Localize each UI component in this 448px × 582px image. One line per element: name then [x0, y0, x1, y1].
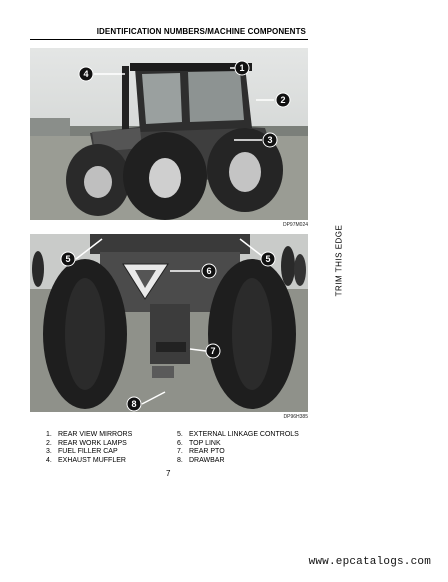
legend-item: 2. REAR WORK LAMPS: [46, 439, 127, 447]
trim-edge-label: TRIM THIS EDGE: [334, 224, 344, 296]
svg-text:7: 7: [210, 346, 216, 356]
svg-text:8: 8: [131, 399, 137, 409]
callout-3: [263, 133, 277, 147]
page-title: IDENTIFICATION NUMBERS/MACHINE COMPONENTS: [96, 27, 306, 36]
legend-item: 7. REAR PTO: [177, 448, 225, 455]
legend-item: 5. EXTERNAL LINKAGE CONTROLS: [177, 431, 299, 438]
legend-item: 6. TOP LINK: [177, 439, 221, 447]
callout-4: [79, 67, 93, 81]
legend-left: [46, 431, 132, 465]
photo-code: DP96H385: [283, 414, 308, 420]
callout-6: [202, 264, 216, 278]
legend-right: [177, 431, 299, 465]
legend-item: 8. DRAWBAR: [177, 456, 225, 464]
watermark-link[interactable]: www.epcatalogs.com: [308, 556, 431, 568]
svg-text:5: 5: [65, 254, 71, 264]
page-number: 7: [166, 469, 171, 478]
callout-7: [206, 344, 220, 358]
legend-item: 3. FUEL FILLER CAP: [46, 448, 118, 455]
svg-text:1: 1: [239, 63, 245, 73]
callout-8: [127, 397, 141, 411]
photo-code: DP97M024: [282, 222, 308, 228]
callout-1: [235, 61, 249, 75]
callout-5-right: [261, 252, 275, 266]
svg-text:6: 6: [206, 266, 212, 276]
svg-text:5: 5: [265, 254, 271, 264]
svg-text:2: 2: [280, 95, 286, 105]
header-rule: [30, 39, 308, 40]
tractor-front-photo: [30, 48, 308, 220]
legend-item: 1. REAR VIEW MIRRORS: [46, 431, 133, 438]
svg-text:4: 4: [83, 69, 89, 79]
callout-2: [276, 93, 290, 107]
legend-item: 4. EXHAUST MUFFLER: [46, 456, 126, 464]
tractor-rear-photo: [30, 234, 308, 412]
svg-text:3: 3: [267, 135, 273, 145]
callout-5-left: [61, 252, 75, 266]
